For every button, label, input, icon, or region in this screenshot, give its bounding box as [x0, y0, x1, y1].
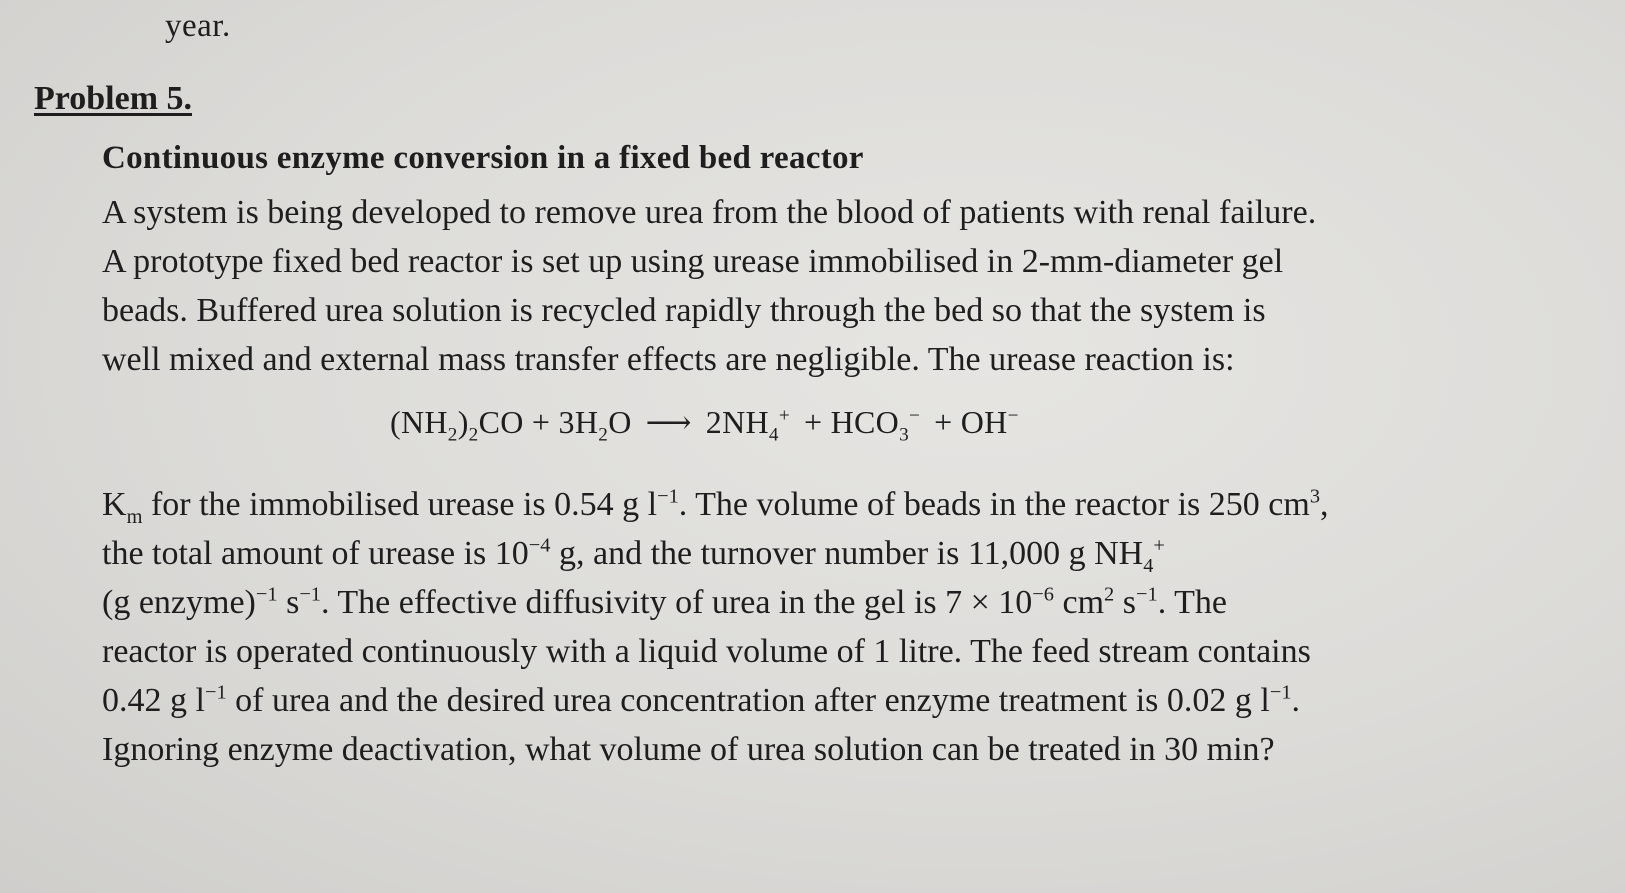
- eq-text: CO + 3H: [478, 404, 599, 440]
- problem-heading: Problem 5.: [34, 80, 193, 117]
- problem-title: Continuous enzyme conversion in a fixed bed reactor: [102, 140, 864, 176]
- eq-subscript: 2: [447, 424, 458, 446]
- eq-text: O: [608, 404, 632, 440]
- text-line: A prototype fixed bed reactor is set up using urease immobilised in 2-mm-diameter gel: [102, 243, 1284, 280]
- superscript: −1: [299, 583, 322, 606]
- text-run: s: [1114, 584, 1136, 621]
- subscript: m: [126, 505, 143, 528]
- superscript: −1: [657, 485, 679, 508]
- text-line: [102, 578, 1329, 627]
- previous-text-fragment: year.: [165, 8, 231, 44]
- eq-text: + OH: [934, 404, 1008, 440]
- text-run: . The effective diffusivity of urea in the gel is 7 × 10: [321, 584, 1033, 621]
- superscript: +: [1153, 534, 1165, 557]
- eq-superscript: −: [908, 405, 921, 427]
- superscript: −1: [204, 681, 227, 704]
- text-line: reactor is operated continuously with a liquid volume of 1 litre. The feed stream contains: [102, 633, 1311, 670]
- text-line: well mixed and external mass transfer effects are negligible. The urease reaction is:: [102, 341, 1235, 378]
- text-line: Ignoring enzyme deactivation, what volume of urea solution can be treated in 30 min?: [102, 731, 1275, 768]
- text-run: . The: [1157, 584, 1227, 621]
- text-run: g, and the turnover number is 11,000 g NH: [550, 535, 1144, 572]
- eq-subscript: 4: [768, 424, 779, 446]
- eq-subscript: 2: [598, 424, 609, 446]
- urease-reaction-equation: [390, 403, 1019, 446]
- eq-text: ): [457, 404, 469, 440]
- text-run: for the immobilised urease is 0.54 g l: [142, 486, 658, 523]
- problem-paragraph-intro: [102, 188, 1316, 384]
- problem-paragraph-data: [102, 480, 1329, 774]
- text-run: ,: [1320, 486, 1329, 523]
- eq-text: + HCO: [803, 404, 900, 440]
- text-line: A system is being developed to remove urea from the blood of patients with renal failure.: [102, 194, 1317, 231]
- superscript: −1: [1269, 681, 1292, 704]
- eq-superscript: −: [1007, 405, 1019, 427]
- text-run: of urea and the desired urea concentration after enzyme treatment is 0.02 g l: [226, 682, 1270, 719]
- superscript: 2: [1104, 583, 1115, 606]
- text-run: (g enzyme): [102, 584, 256, 621]
- eq-subscript: 2: [468, 424, 479, 446]
- text-run: .: [1291, 682, 1301, 719]
- superscript: −1: [1135, 583, 1158, 606]
- text-line: [102, 529, 1329, 578]
- eq-subscript: 3: [899, 424, 909, 446]
- subscript: 4: [1143, 554, 1154, 577]
- superscript: −6: [1032, 583, 1054, 606]
- text-run: 0.42 g l: [102, 682, 205, 719]
- text-run: the total amount of urease is 10: [102, 535, 529, 572]
- eq-superscript: +: [778, 405, 790, 427]
- superscript: −1: [255, 583, 278, 606]
- text-line: beads. Buffered urea solution is recycled rapidly through the bed so that the system is: [102, 292, 1266, 329]
- text-line: [102, 676, 1329, 725]
- text-line: [102, 480, 1329, 529]
- eq-text: 2NH: [705, 404, 769, 440]
- eq-text: (NH: [390, 404, 448, 440]
- km-symbol: K: [102, 486, 127, 523]
- text-run: . The volume of beads in the reactor is 250 cm: [678, 486, 1310, 523]
- text-run: cm: [1054, 584, 1105, 621]
- superscript: −4: [528, 534, 551, 557]
- text-run: s: [277, 584, 300, 621]
- reaction-arrow: ⟶: [645, 404, 692, 440]
- superscript: 3: [1309, 485, 1321, 508]
